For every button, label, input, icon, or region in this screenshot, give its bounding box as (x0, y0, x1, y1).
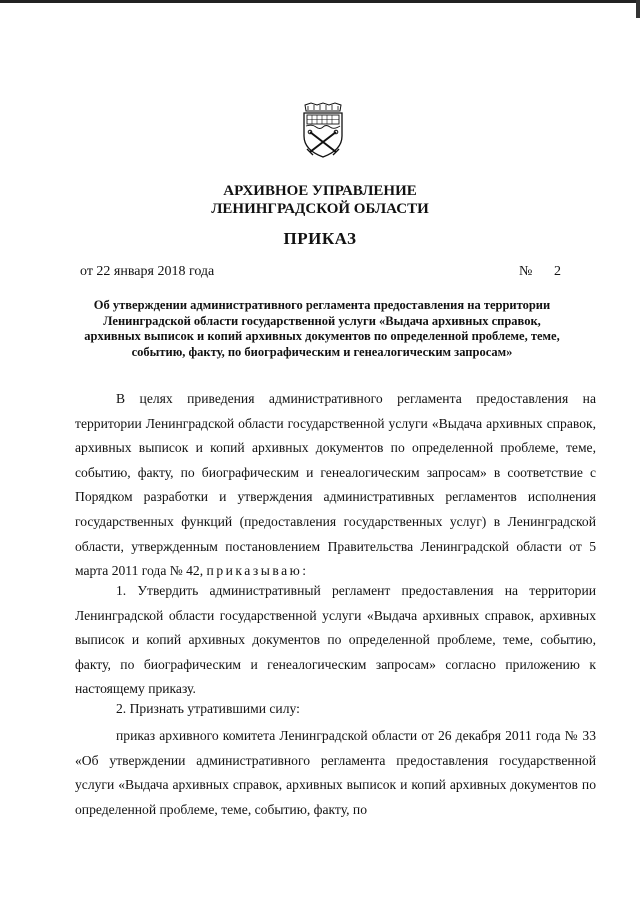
subject-line: Об утверждении административного регламента предоставления на территории (93, 298, 551, 312)
order-word: приказываю: (206, 563, 309, 579)
doc-type-title: ПРИКАЗ (283, 229, 357, 248)
org-name-line1: АРХИВНОЕ УПРАВЛЕНИЕ (223, 183, 417, 199)
scan-border-top (0, 0, 640, 3)
order-subject (82, 298, 562, 360)
preamble-block (75, 387, 596, 584)
preamble-paragraph (75, 387, 596, 584)
preamble-text: В целях приведения административного регламента предоставления на территории Ленинградской области государственной услуги «Выдача архивных справок, архивных выписок и копий архивных документов по определенной проблеме, теме, событию, факту, по биографическим и генеалогическим запросам» в соответствие с Порядком разработки и утверждения административных регламентов исполнения государственных функций (предоставления государственных услуг) в Ленинградской области, утвержденным постановлением Правительства Ленинградской области от 5 марта 2011 года № 42, (75, 391, 596, 579)
item-2-sub-paragraph: приказ архивного комитета Ленинградской области от 26 декабря 2011 года № 33 «Об утверждении административного регламента предоставления государственной услуги «Выдача архивных справок, архивных выписок и копий архивных документов по определенной проблеме, теме, событию, факту, по (75, 728, 596, 817)
order-date: от 22 января 2018 года (80, 264, 215, 279)
subject-line: событию, факту, по биографическим и генеалогическим запросам» (131, 344, 513, 359)
org-name-line2: ЛЕНИНГРАДСКОЙ ОБЛАСТИ (211, 201, 429, 217)
scan-border-right (636, 0, 640, 18)
subject-line: архивных выписок и копий архивных документов по определенной проблеме, теме, (84, 329, 560, 343)
item-1-block (75, 579, 596, 702)
number-sign: № (519, 264, 533, 279)
coat-of-arms-icon (302, 102, 344, 158)
item-1-paragraph: 1. Утвердить административный регламент предоставления на территории Ленинградской области государственной услуги «Выдача архивных справок, архивных выписок и копий архивных документов по определенной проблеме, теме, событию, факту, по биографическим и генеалогическим запросам» согласно приложению к настоящему приказу. (75, 583, 596, 697)
item-2-paragraph: 2. Признать утратившими силу: (116, 701, 300, 716)
item-2-sub-block (75, 724, 596, 822)
order-number: 2 (554, 264, 561, 279)
subject-line: Ленинградской области государственной услуги «Выдача архивных справок, (103, 313, 541, 328)
item-2-block (75, 697, 596, 722)
